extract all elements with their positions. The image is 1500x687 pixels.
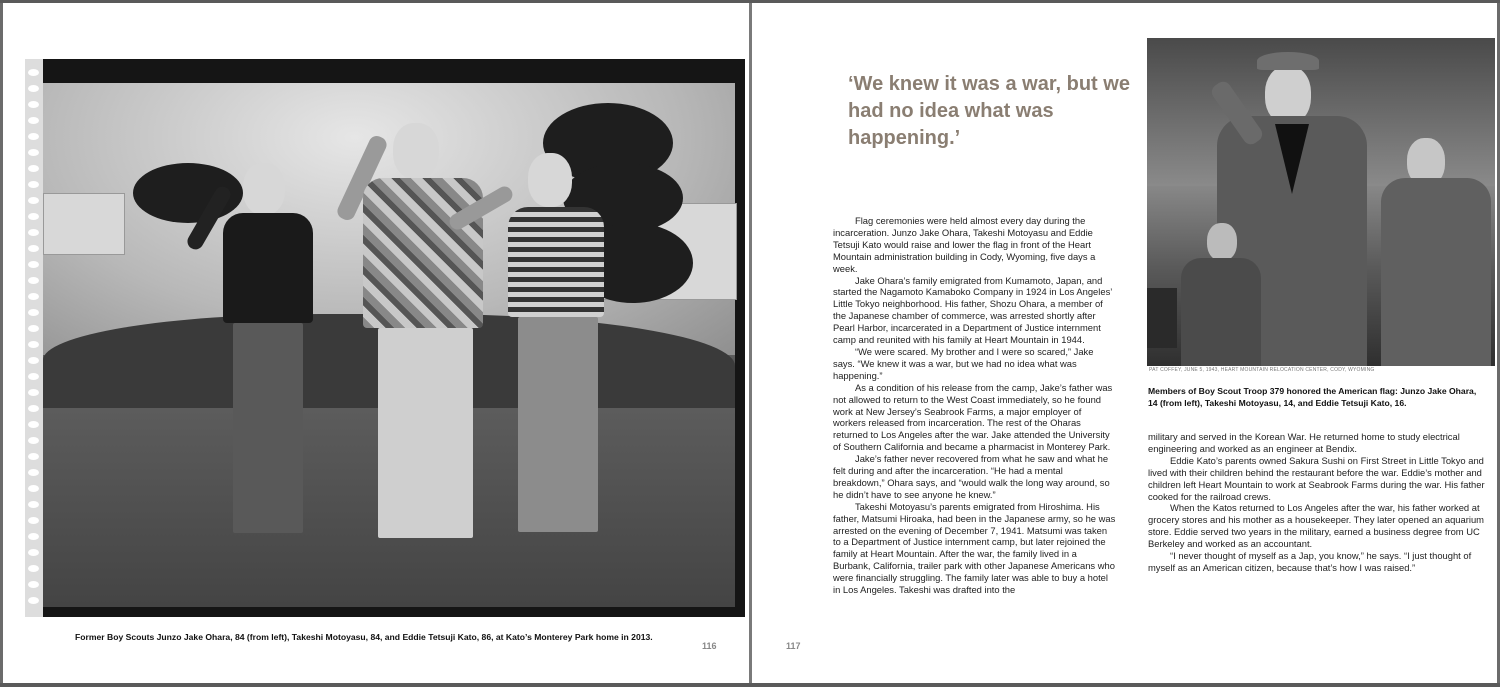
paragraph: Flag ceremonies were held almost every day during the incarceration. Junzo Jake Ohara, Takeshi Motoyasu and Eddie Tetsuji Kato would raise and lower the flag in front of the Heart Mountain administration building in Cody, Wyoming, five days a week. [833, 215, 1096, 274]
page-number-right: 117 [786, 641, 801, 651]
paragraph: “I never thought of myself as a Jap, you know,” he says. “I just thought of myself as an American citizen, because that’s how I was raised.” [1148, 550, 1472, 573]
pull-quote: ‘We knew it was a war, but we had no idea what was happening.’ [848, 73, 1130, 149]
left-photo-caption: Former Boy Scouts Junzo Jake Ohara, 84 (from left), Takeshi Motoyasu, 84, and Eddie Tetsuji Kato, 86, at Kato’s Monterey Park home in 2013. [75, 632, 653, 642]
right-page [752, 3, 1497, 683]
body-column-1 [833, 215, 1116, 596]
paragraph: When the Katos returned to Los Angeles after the war, his father worked at grocery stores and his mother as a housekeeper. They later opened an aquarium store. Eddie served two years in the military, earned a business degree from UC Berkeley and worked as an accountant. [1148, 502, 1484, 550]
photo-scene [43, 83, 735, 607]
photo-house-left [43, 193, 125, 255]
paragraph: As a condition of his release from the camp, Jake’s father was not allowed to return to the West Coast immediately, so he found work at New Jersey’s Seabrook Farms, a major employer of workers released from incarceration. The rest of the Oharas returned to Los Angeles after the war. Jake attended the University of Southern California and became a pharmacist in Monterey Park. [833, 381, 1113, 453]
window-frame-bottom [0, 683, 1500, 687]
paragraph: military and served in the Korean War. He returned home to study electrical engineering and worked as an engineer at Bendix. [1148, 431, 1460, 454]
paragraph: Jake Ohara’s family emigrated from Kumamoto, Japan, and started the Nagamoto Kamaboko Company in 1924 in Los Angeles’ Little Tokyo neighborhood. His father, Shozu Ohara, a member of the Japanese chamber of commerce, was arrested shortly after Pearl Harbor, incarcerated in a Department of Justice internment camp and reunited with his family at Heart Mountain in 1944. [833, 274, 1112, 346]
paragraph: “We were scared. My brother and I were so scared,” Jake says. “We knew it was a war, but we had no idea what was happening.” [833, 345, 1094, 381]
body-column-2 [1148, 431, 1490, 574]
photo-credit: PAT COFFEY, JUNE 5, 1943, HEART MOUNTAIN RELOCATION CENTER, CODY, WYOMING [1149, 367, 1375, 373]
scouts-1943-photo [1147, 38, 1495, 366]
paragraph: Takeshi Motoyasu’s parents emigrated from Hiroshima. His father, Matsumi Hiroaka, had been in the Japanese army, so he was arrested on the evening of December 7, 1941. Matsumi was taken to a Department of Justice internment camp, but later rejoined the family at Heart Mountain. After the war, the family lived in a Burbank, California, trailer park with other Japanese Americans who were financially struggling. The family later was able to buy a hotel in Los Angeles. Takeshi was drafted into the [833, 500, 1116, 596]
paragraph: Eddie Kato’s parents owned Sakura Sushi on First Street in Little Tokyo and lived with their children behind the restaurant before the war. Eddie’s mother and children left Heart Mountain to work at Seabrook Farms during the war. His father cooked for the railroad crews. [1148, 454, 1485, 502]
page-number-left: 116 [702, 641, 717, 651]
scouts-2013-photo [25, 59, 745, 617]
left-page [3, 3, 749, 683]
paragraph: Jake’s father never recovered from what he saw and what he felt during and after the incarceration. “He had a mental breakdown,” Ohara says, and “would walk the long way around, so he didn’t have to see anyone he knew.” [833, 453, 1110, 500]
right-photo-caption: Members of Boy Scout Troop 379 honored the American flag: Junzo Jake Ohara, 14 (from left), Takeshi Motoyasu, 14, and Eddie Tetsuji Kato, 16. [1148, 386, 1477, 408]
film-sprocket-edge [25, 59, 43, 617]
